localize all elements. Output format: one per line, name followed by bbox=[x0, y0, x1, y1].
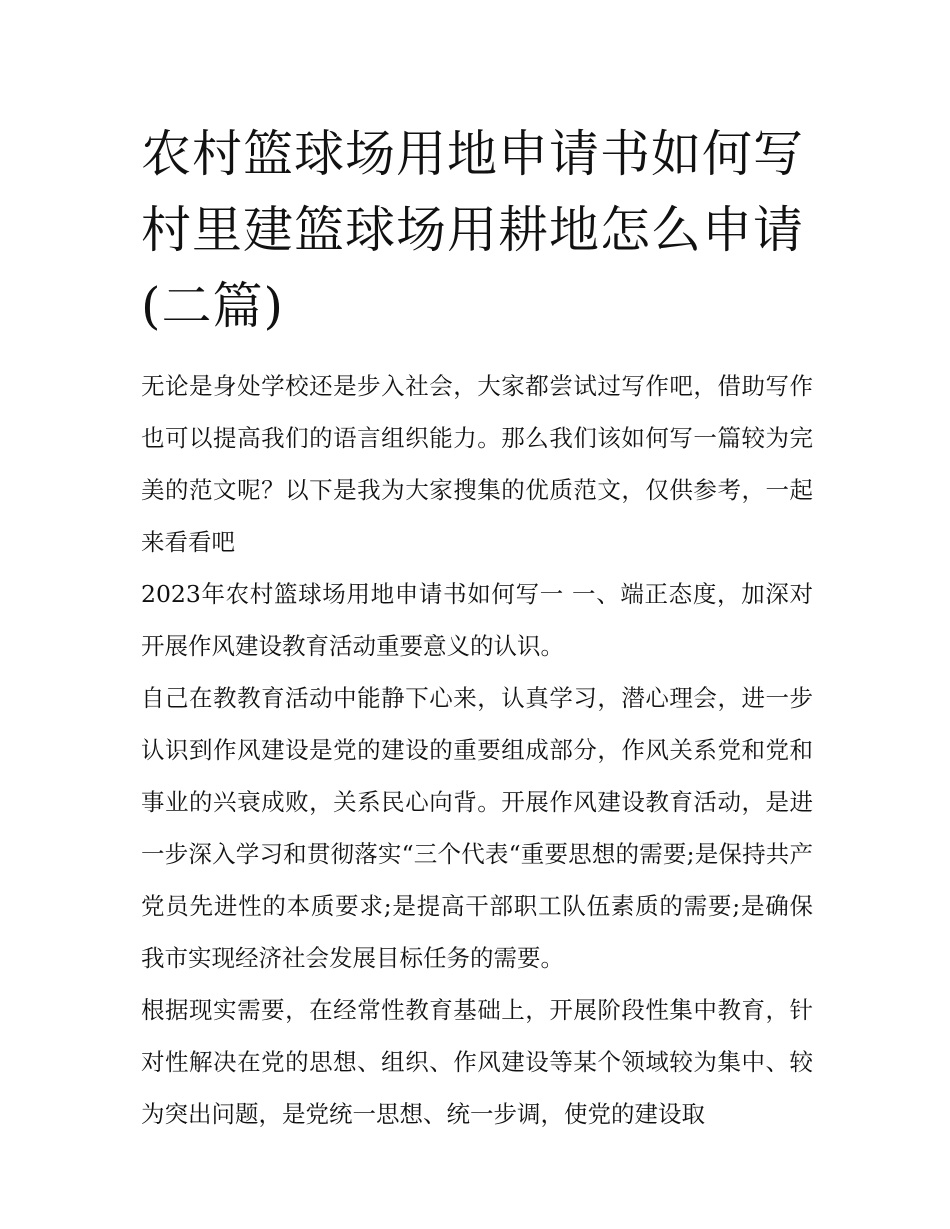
intro-paragraph: 无论是身处学校还是步入社会，大家都尝试过写作吧，借助写作也可以提高我们的语言组织能力。那么我们该如何写一篇较为完美的范文呢？以下是我为大家搜集的优质范文，仅供参考，一起来看看吧 bbox=[141, 372, 813, 556]
title-line-3: (二篇) bbox=[141, 277, 285, 335]
document-title bbox=[141, 116, 813, 344]
title-line-2: 村里建篮球场用耕地怎么申请 bbox=[141, 201, 804, 259]
document-body bbox=[141, 360, 813, 1140]
body-paragraph: 根据现实需要，在经常性教育基础上，开展阶段性集中教育，针对性解决在党的思想、组织、作风建设等某个领域较为集中、较为突出问题，是党统一思想、统一步调，使党的建设取 bbox=[141, 996, 813, 1128]
section-heading-paragraph: 2023年农村篮球场用地申请书如何写一 一、端正态度，加深对开展作风建设教育活动重要意义的认识。 bbox=[141, 580, 813, 660]
title-line-1: 农村篮球场用地申请书如何写 bbox=[141, 125, 804, 183]
document-content bbox=[141, 116, 813, 1140]
body-paragraph: 自己在教教育活动中能静下心来，认真学习，潜心理会，进一步认识到作风建设是党的建设的重要组成部分，作风关系党和党和事业的兴衰成败，关系民心向背。开展作风建设教育活动，是进一步深入学习和贯彻落实“三个代表“重要思想的需要;是保持共产党员先进性的本质要求;是提高干部职工队伍素质的需要;是确保我市实现经济社会发展目标任务的需要。 bbox=[141, 684, 813, 972]
